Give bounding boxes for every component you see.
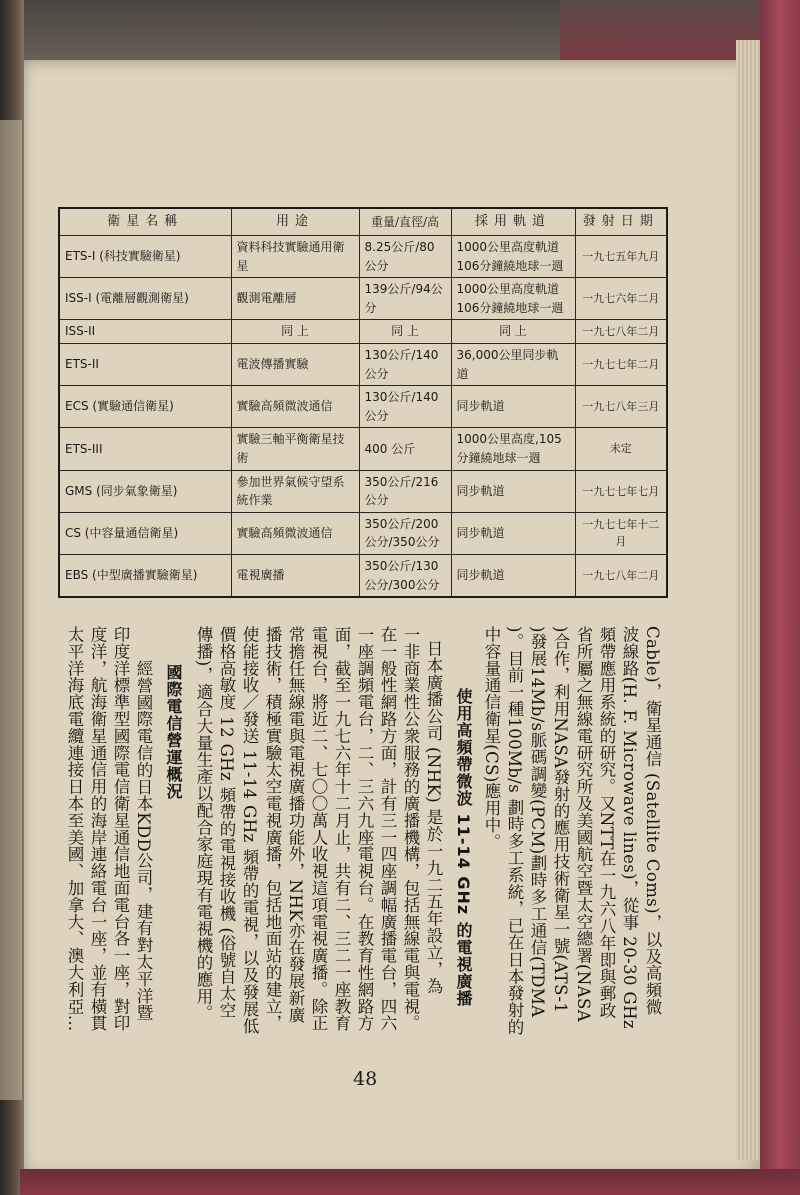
text-column: 播技術，積極實驗太空電視廣播，包括地面站的建立， — [263, 626, 282, 1032]
cell-orbit: 1000公里高度軌道 106分鐘繞地球一週 — [451, 236, 575, 278]
table-row — [59, 343, 667, 385]
text-column: 傳播)，適合大量生產以配合家庭現有電視機的應用。 — [194, 626, 213, 1022]
cell-mass: 130公斤/140公分 — [359, 343, 451, 385]
cell-use: 實驗高頻微波通信 — [231, 512, 359, 554]
cell-use: 實驗高頻微波通信 — [231, 386, 359, 428]
text-column: 電視台，將近二、七〇〇萬人收視這項電視廣播。除正 — [309, 626, 328, 1032]
cell-date: 一九七八年二月 — [575, 554, 667, 597]
cell-mass: 350公斤/200公分/350公分 — [359, 512, 451, 554]
cell-name: ISS-II — [59, 320, 231, 344]
book-cover-right — [760, 0, 800, 1195]
text-column: 印度洋標準型國際電信衛星通信地面電台各一座，對印 — [111, 626, 130, 1032]
cell-mass: 400 公斤 — [359, 428, 451, 470]
table-row — [59, 278, 667, 320]
cell-orbit: 1000公里高度,105分鐘繞地球一週 — [451, 428, 575, 470]
cell-use: 觀測電離層 — [231, 278, 359, 320]
table-row — [59, 386, 667, 428]
text-column: 頻帶應用系統的研究。又NTT在一九六八年即與郵政 — [597, 626, 616, 1019]
cell-use: 資料科技實驗通用衛星 — [231, 236, 359, 278]
cell-name: ECS (實驗通信衛星) — [59, 386, 231, 428]
text-column: Cable)，衛星通信 (Satellite Coms)，以及高頻微 — [643, 626, 662, 1016]
cell-orbit: 同步軌道 — [451, 470, 575, 512]
adjacent-page-edge — [0, 120, 22, 1100]
header-date: 發射日期 — [575, 208, 667, 236]
header-use: 用途 — [231, 208, 359, 236]
cell-use: 實驗三軸平衡衛星技術 — [231, 428, 359, 470]
cell-orbit: 同步軌道 — [451, 512, 575, 554]
table-row — [59, 470, 667, 512]
text-column: 一座調頻電台，二、三六九座電視台。在教育性網路方 — [355, 626, 374, 1032]
text-column: 波線路(H. F. Microwave lines)，從事 20-30 GHz — [620, 626, 639, 1029]
cell-orbit: 36,000公里同步軌道 — [451, 343, 575, 385]
section-heading: 國際電信營運概況 — [164, 664, 183, 800]
cell-use: 參加世界氣候守望系統作業 — [231, 470, 359, 512]
cell-mass: 350公斤/130公分/300公分 — [359, 554, 451, 597]
cell-date: 一九七八年三月 — [575, 386, 667, 428]
header-name: 衛星名稱 — [59, 208, 231, 236]
cell-name: GMS (同步氣象衛星) — [59, 470, 231, 512]
text-column: 日本廣播公司 (NHK) 是於一九二五年設立，為 — [424, 640, 443, 995]
cell-date: 一九七六年二月 — [575, 278, 667, 320]
cell-name: ETS-III — [59, 428, 231, 470]
cell-orbit: 同 上 — [451, 320, 575, 344]
cell-date: 一九七五年九月 — [575, 236, 667, 278]
text-column: 常擔任無線電與電視廣播功能外，NHK亦在發展新廣 — [286, 626, 305, 1024]
cell-name: CS (中容量通信衛星) — [59, 512, 231, 554]
cell-name: ETS-I (科技實驗衛星) — [59, 236, 231, 278]
table-row — [59, 428, 667, 470]
cell-date: 一九七七年二月 — [575, 343, 667, 385]
text-column: 一非商業性公衆服務的廣播機構，包括無線電與電視。 — [401, 626, 420, 1032]
cell-mass: 350公斤/216公分 — [359, 470, 451, 512]
text-column: 經營國際電信的日本KDD公司，建有對太平洋暨 — [134, 660, 153, 1022]
text-column: )發展14Mb/s脈碼調變(PCM)劃時多工通信(TDMA — [528, 626, 547, 1018]
header-mass: 重量/直徑/高 — [359, 208, 451, 236]
table-row — [59, 512, 667, 554]
text-column: 面，截至一九七六年十二月止，共有二、三二一座教育 — [332, 626, 351, 1032]
cell-name: ISS-I (電離層觀測衛星) — [59, 278, 231, 320]
cell-mass: 139公斤/94公分 — [359, 278, 451, 320]
cell-date: 一九七七年十二月 — [575, 512, 667, 554]
cell-name: ETS-II — [59, 343, 231, 385]
table-row — [59, 236, 667, 278]
cell-mass: 8.25公斤/80公分 — [359, 236, 451, 278]
text-column: 價格高敏度 12 GHz 頻帶的電視接收機 (俗號自太空 — [217, 626, 236, 1019]
cell-mass: 同 上 — [359, 320, 451, 344]
text-column: 度洋，航海衛星通信用的海岸連絡電台一座，並有橫貫 — [88, 626, 107, 1032]
cell-orbit: 1000公里高度軌道 106分鐘繞地球一週 — [451, 278, 575, 320]
satellite-table — [58, 207, 668, 598]
header-orbit: 採用軌道 — [451, 208, 575, 236]
page-number: 48 — [353, 1068, 378, 1090]
text-column: )。目前一種100Mb/s 劃時多工系統，已在日本發射的 — [505, 626, 524, 1036]
cell-orbit: 同步軌道 — [451, 554, 575, 597]
text-column: 中容量通信衛星(CS)應用中。 — [482, 626, 501, 851]
text-column: )合作，利用NASA發射的應用技術衛星一號(ATS-1 — [551, 626, 570, 1014]
table-row — [59, 320, 667, 344]
cell-use: 同 上 — [231, 320, 359, 344]
cell-date: 一九七八年二月 — [575, 320, 667, 344]
text-column: 使能接收／發送 11-14 GHz 頻帶的電視，以及發展低 — [240, 626, 259, 1035]
text-column: 在一般性網路方面，計有三一四座調幅廣播電台，四六 — [378, 626, 397, 1032]
cell-date: 未定 — [575, 428, 667, 470]
text-column: 省所屬之無線電研究所及美國航空暨太空總署(NASA — [574, 626, 593, 1023]
table-row — [59, 554, 667, 597]
cell-use: 電波傳播實驗 — [231, 343, 359, 385]
book-cover-bottom — [20, 1169, 800, 1195]
cell-use: 電視廣播 — [231, 554, 359, 597]
table-header-row — [59, 208, 667, 236]
cell-orbit: 同步軌道 — [451, 386, 575, 428]
cell-date: 一九七七年七月 — [575, 470, 667, 512]
text-column: 太平洋海底電纜連接日本至美國、加拿大、澳大利亞… — [65, 626, 84, 1032]
cell-mass: 130公斤/140公分 — [359, 386, 451, 428]
cell-name: EBS (中型廣播實驗衛星) — [59, 554, 231, 597]
section-heading: 使用高頻帶微波 11-14 GHz 的電視廣播 — [454, 688, 473, 1007]
